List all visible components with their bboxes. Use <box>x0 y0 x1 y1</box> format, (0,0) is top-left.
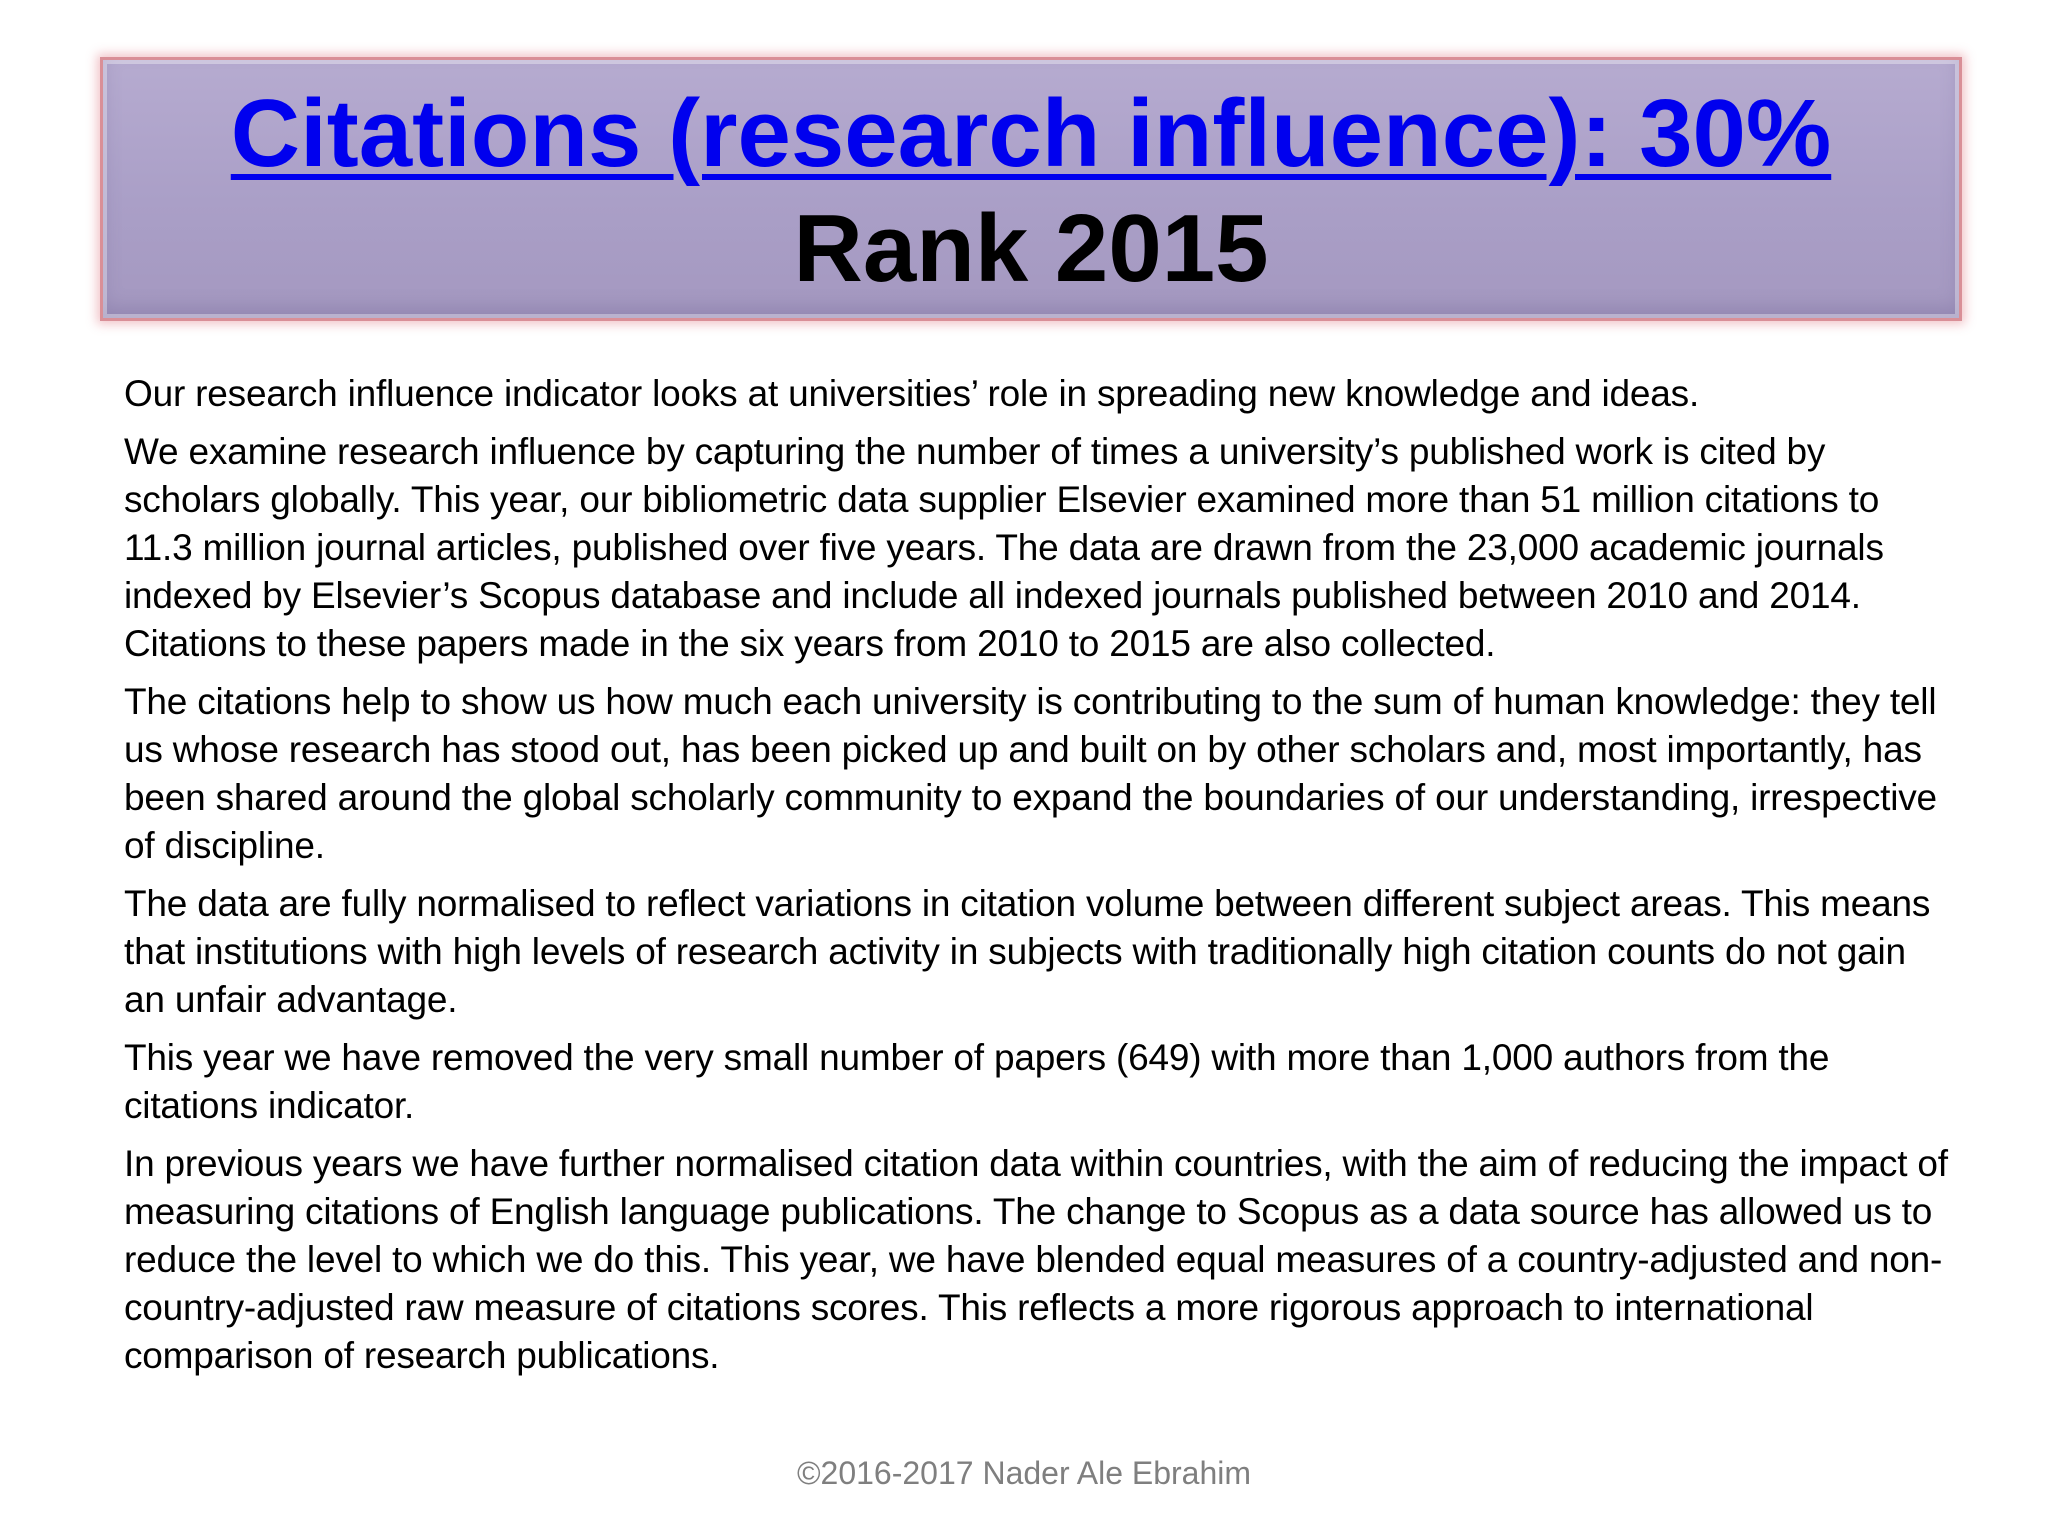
paragraph-methodology: We examine research influence by capturing the number of times a university’s published work is cited by scholars globally. This year, our bibliometric data supplier Elsevier examined more than 51 million citations to 11.3 million journal articles, published over five years. The data are drawn from the 23,000 academic journals indexed by Elsevier’s Scopus database and include all indexed journals published between 2010 and 2014. Citations to these papers made in the six years from 2010 to 2015 are also collected. <box>124 431 1884 664</box>
paragraph-intro: Our research influence indicator looks at universities’ role in spreading new knowledge and ideas. <box>124 373 1700 414</box>
title-box <box>100 57 1962 321</box>
paragraph-normalisation: The data are fully normalised to reflect variations in citation volume between different subject areas. This means that institutions with high levels of research activity in subjects with traditionally high citation counts do not gain an unfair advantage. <box>124 883 1931 1020</box>
title-link[interactable]: Citations (research influence): 30% <box>230 80 1832 187</box>
subtitle-rank: Rank 2015 <box>793 195 1269 302</box>
body-text <box>124 370 1954 1390</box>
paragraph-purpose: The citations help to show us how much each university is contributing to the sum of human knowledge: they tell us whose research has stood out, has been picked up and built on by other scholars and, most importantly, has been shared around the global scholarly community to expand the boundaries of our understanding, irrespective of discipline. <box>124 681 1937 866</box>
paragraph-exclusions: This year we have removed the very small number of papers (649) with more than 1,000 authors from the citations indicator. <box>124 1037 1830 1126</box>
copyright-footer: ©2016-2017 Nader Ale Ebrahim <box>796 1455 1252 1491</box>
paragraph-country-adjustment: In previous years we have further normalised citation data within countries, with the aim of reducing the impact of measuring citations of English language publications. The change to Scopus as a data source has allowed us to reduce the level to which we do this. This year, we have blended equal measures of a country-adjusted and non-country-adjusted raw measure of citations scores. This reflects a more rigorous approach to international comparison of research publications. <box>124 1143 1948 1376</box>
